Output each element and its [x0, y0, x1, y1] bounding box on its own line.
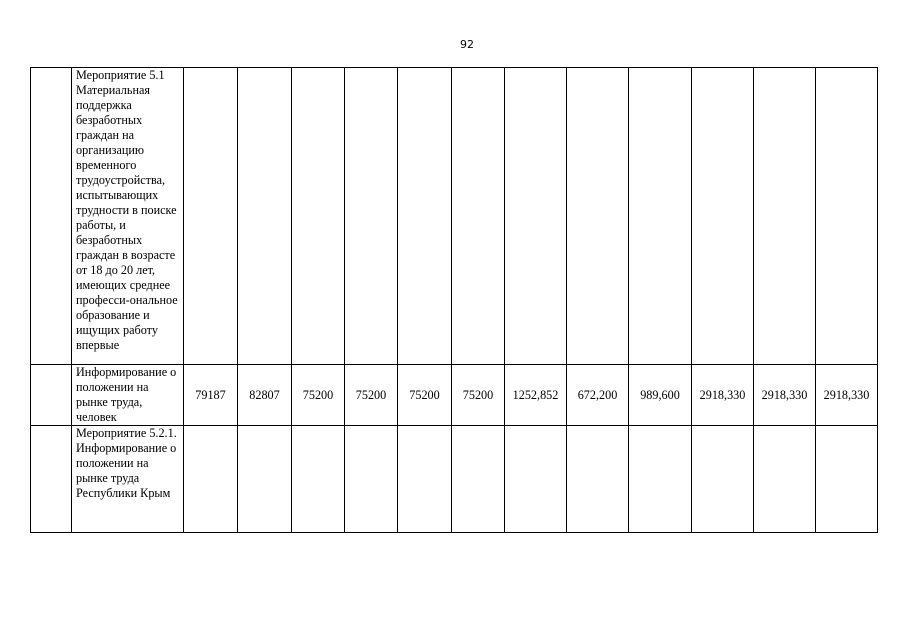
page-number: 92 — [460, 38, 474, 51]
value-cell — [567, 68, 629, 365]
row-index-cell — [31, 426, 72, 533]
value-cell — [452, 426, 505, 533]
program-indicators-table — [30, 67, 878, 533]
value-cell — [292, 426, 345, 533]
value-cell: 2918,330 — [754, 365, 816, 426]
value-cell — [398, 68, 452, 365]
value-cell — [629, 426, 692, 533]
value-cell: 672,200 — [567, 365, 629, 426]
value-cell — [238, 426, 292, 533]
value-cell — [754, 426, 816, 533]
value-cell — [184, 68, 238, 365]
value-cell — [754, 68, 816, 365]
value-cell — [452, 68, 505, 365]
value-cell — [398, 426, 452, 533]
table-row — [31, 68, 878, 365]
value-cell: 2918,330 — [692, 365, 754, 426]
row-index-cell — [31, 365, 72, 426]
value-cell — [567, 426, 629, 533]
value-cell — [816, 426, 878, 533]
table-row — [31, 365, 878, 426]
value-cell: 2918,330 — [816, 365, 878, 426]
value-cell — [345, 426, 398, 533]
description-cell: Информирование о положении на рынке труда, человек — [72, 365, 184, 426]
value-cell — [238, 68, 292, 365]
table-row — [31, 426, 878, 533]
description-cell: Мероприятие 5.1 Материальная поддержка безработных граждан на организацию временного трудоустройства, испытывающих трудности в поиске работы, и безработных граждан в возрасте от 18 до 20 лет, имеющих среднее професси-ональное образование и ищущих работу впервые — [72, 68, 184, 365]
value-cell — [184, 426, 238, 533]
value-cell: 75200 — [398, 365, 452, 426]
value-cell — [292, 68, 345, 365]
value-cell — [629, 68, 692, 365]
value-cell: 75200 — [345, 365, 398, 426]
value-cell — [505, 68, 567, 365]
value-cell — [505, 426, 567, 533]
value-cell: 989,600 — [629, 365, 692, 426]
row-index-cell — [31, 68, 72, 365]
value-cell — [816, 68, 878, 365]
description-cell: Мероприятие 5.2.1. Информирование о положении на рынке труда Республики Крым — [72, 426, 184, 533]
value-cell — [692, 426, 754, 533]
value-cell: 82807 — [238, 365, 292, 426]
value-cell: 1252,852 — [505, 365, 567, 426]
value-cell: 79187 — [184, 365, 238, 426]
value-cell — [345, 68, 398, 365]
value-cell — [692, 68, 754, 365]
value-cell: 75200 — [452, 365, 505, 426]
value-cell: 75200 — [292, 365, 345, 426]
